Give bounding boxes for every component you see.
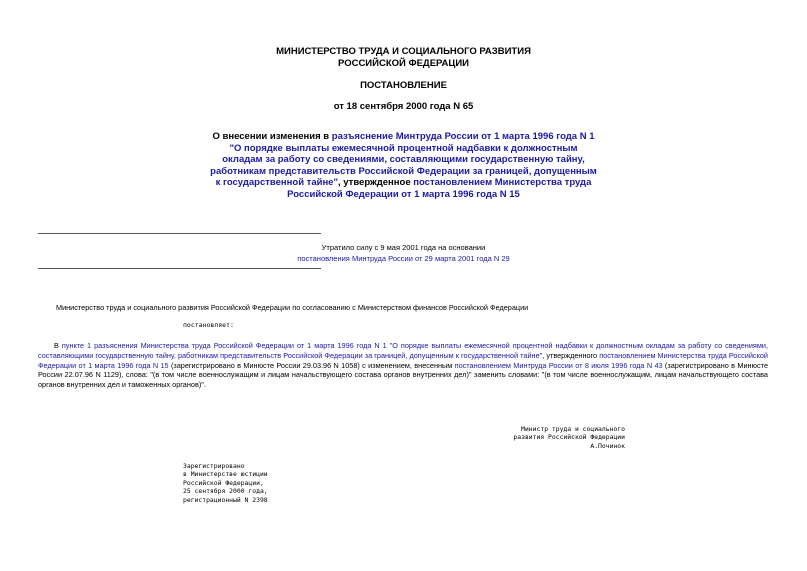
signature-line-2: развития Российской Федерации [513, 433, 625, 442]
subject-link-clarification[interactable]: разъяснение Минтруда России от 1 марта 1996 года N 1 "О порядке выплаты ежемесячной процентной надбавки к должностным окладам за работу со сведениями, составляющими государственную тайну, работникам представительств Российской Федерации за границей, допущенным к государственной тайне" [210, 131, 597, 189]
para-link-clarification[interactable]: пункте 1 разъяснения Министерства труда Российской Федерации от 1 марта 1996 года N 1 "О порядке выплаты ежемесячной процентной надбавки к должностным окладам за работу со сведениями, составляющими государственную тайну, работникам представительств Российской Федерации за границей, допущенным к государственной тайне" [38, 341, 768, 360]
document-type: ПОСТАНОВЛЕНИЕ [360, 80, 447, 91]
registration-line-5: регистрационный N 2398 [183, 495, 268, 504]
subject-prefix: О внесении изменения в [212, 131, 332, 142]
divider-top [38, 233, 321, 234]
signature-block [460, 425, 625, 450]
document-date-number: от 18 сентября 2000 года N 65 [333, 101, 474, 112]
intro-paragraph: Министерство труда и социального развития Российской Федерации по согласованию с Министерством финансов Российской Федерации [56, 303, 529, 312]
ministry-title [150, 46, 657, 69]
status-link[interactable]: постановления Минтруда России от 29 марта 2001 года N 29 [297, 254, 510, 263]
subject-link-resolution[interactable]: постановлением Министерства труда Российской Федерации от 1 марта 1996 года N 15 [287, 177, 592, 200]
resolves-word: постановляет: [183, 321, 234, 329]
registration-line-3: Российской Федерации, [183, 478, 264, 487]
status-note [270, 242, 537, 264]
ministry-line-2: РОССИЙСКОЙ ФЕДЕРАЦИИ [337, 57, 469, 69]
registration-line-1: Зарегистрировано [183, 462, 245, 470]
status-text: Утратило силу с 9 мая 2001 года на основании [321, 243, 486, 252]
main-paragraph [38, 341, 768, 390]
signature-line-1: Министр труда и социального [521, 425, 625, 433]
para-link-resolution-15[interactable]: постановлением Министерства труда Российской Федерации от 1 марта 1996 года N 15 [38, 350, 768, 370]
ministry-line-1: МИНИСТЕРСТВО ТРУДА И СОЦИАЛЬНОГО РАЗВИТИЯ [276, 46, 531, 57]
para-part-2: , утвержденного [542, 350, 600, 360]
subject-middle: , утвержденное [337, 177, 414, 189]
para-part-1: В [54, 341, 62, 350]
signature-name: А.Починок [590, 441, 625, 450]
divider-bottom [38, 268, 321, 269]
registration-line-4: 25 сентября 2000 года, [183, 487, 268, 496]
para-part-4: (зарегистрировано в Минюсте России 22.07.96 N 1129), слова: "(в том числе военнослужащим и лицам начальствующего состава органов внутренних дел)" заменить словами: "(в том числе военнослужащим, лицам начальствующего состава органов внутренних дел и таможенных органов)". [38, 360, 768, 390]
registration-block [183, 462, 323, 504]
para-part-3: (зарегистрировано в Минюсте России 29.03.96 N 1058) с изменением, внесенным [168, 360, 455, 370]
para-link-resolution-43[interactable]: постановлением Минтруда России от 8 июля 1996 года N 43 [454, 360, 663, 370]
document-subject [210, 131, 597, 201]
registration-line-2: в Министерстве юстиции [183, 470, 268, 479]
